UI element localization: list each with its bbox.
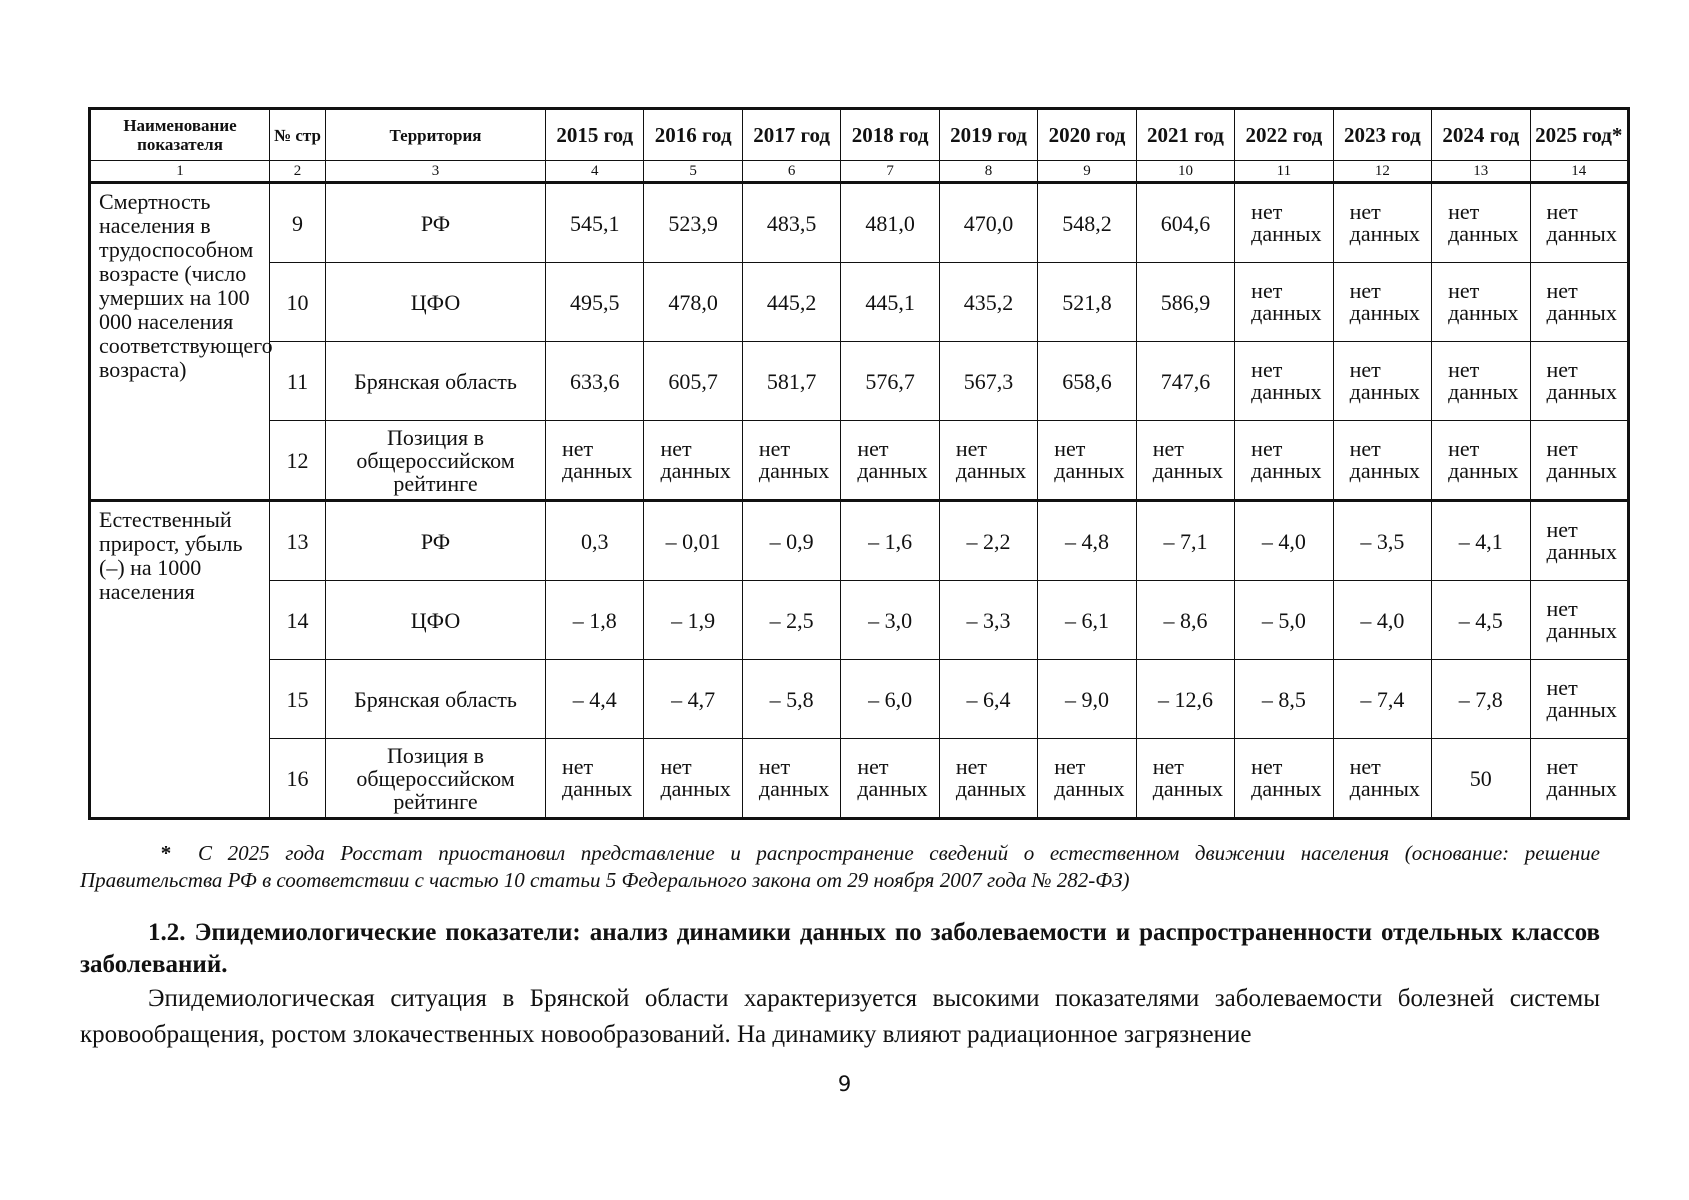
column-number: 5 — [644, 161, 742, 183]
value-cell: – 3,3 — [939, 581, 1037, 660]
value-cell: – 8,6 — [1136, 581, 1234, 660]
value-cell: – 6,0 — [841, 660, 939, 739]
value-cell: – 9,0 — [1038, 660, 1136, 739]
value-cell: 576,7 — [841, 342, 939, 421]
value-cell: – 3,5 — [1333, 501, 1431, 581]
value-cell: нет данных — [1333, 739, 1431, 819]
value-cell: нет данных — [939, 421, 1037, 501]
header-year-2017: 2017 год — [742, 109, 840, 161]
value-cell: нет данных — [1530, 183, 1628, 263]
value-cell: нет данных — [1530, 421, 1628, 501]
column-number: 7 — [841, 161, 939, 183]
value-cell: нет данных — [1432, 263, 1530, 342]
column-number: 6 — [742, 161, 840, 183]
row-number: 11 — [270, 342, 326, 421]
column-number: 14 — [1530, 161, 1628, 183]
value-cell: – 4,1 — [1432, 501, 1530, 581]
column-number: 13 — [1432, 161, 1530, 183]
value-cell: – 3,0 — [841, 581, 939, 660]
territory-name: ЦФО — [326, 581, 546, 660]
footnote-text: С 2025 года Росстат приостановил представление и распространение сведений о естественном движении населения (основание: решение Правительства РФ в соответствии с частью 10 статьи 5 Федерального закона от 29 ноября 2007 года № 282-ФЗ) — [80, 841, 1600, 892]
header-year-2016: 2016 год — [644, 109, 742, 161]
value-cell: нет данных — [1333, 183, 1431, 263]
value-cell: нет данных — [644, 739, 742, 819]
column-number: 10 — [1136, 161, 1234, 183]
header-year-2018: 2018 год — [841, 109, 939, 161]
column-number: 3 — [326, 161, 546, 183]
indicators-table — [88, 107, 1630, 820]
value-cell: 521,8 — [1038, 263, 1136, 342]
value-cell: – 4,8 — [1038, 501, 1136, 581]
header-year-2025: 2025 год* — [1530, 109, 1628, 161]
value-cell: нет данных — [1038, 421, 1136, 501]
column-number: 2 — [270, 161, 326, 183]
footnote — [80, 840, 1600, 894]
value-cell: 445,1 — [841, 263, 939, 342]
value-cell: нет данных — [1530, 263, 1628, 342]
territory-name: Позиция в общероссийском рейтинге — [326, 739, 546, 819]
value-cell: – 2,2 — [939, 501, 1037, 581]
value-cell: 567,3 — [939, 342, 1037, 421]
value-cell: – 1,9 — [644, 581, 742, 660]
table-row — [90, 581, 1629, 660]
value-cell: – 7,4 — [1333, 660, 1431, 739]
column-number: 12 — [1333, 161, 1431, 183]
row-number: 16 — [270, 739, 326, 819]
value-cell: – 6,1 — [1038, 581, 1136, 660]
header-indicator: Наименование показателя — [90, 109, 270, 161]
column-number: 1 — [90, 161, 270, 183]
value-cell: нет данных — [1235, 739, 1333, 819]
table-row — [90, 263, 1629, 342]
row-number: 14 — [270, 581, 326, 660]
table-row — [90, 421, 1629, 501]
value-cell: 481,0 — [841, 183, 939, 263]
row-number: 13 — [270, 501, 326, 581]
value-cell: – 12,6 — [1136, 660, 1234, 739]
value-cell: 523,9 — [644, 183, 742, 263]
header-year-2021: 2021 год — [1136, 109, 1234, 161]
table-row — [90, 501, 1629, 581]
value-cell: нет данных — [1530, 342, 1628, 421]
value-cell: – 4,4 — [546, 660, 644, 739]
value-cell: нет данных — [1235, 421, 1333, 501]
value-cell: 445,2 — [742, 263, 840, 342]
header-row-number: № стр — [270, 109, 326, 161]
value-cell: – 1,8 — [546, 581, 644, 660]
header-year-2020: 2020 год — [1038, 109, 1136, 161]
value-cell: нет данных — [546, 739, 644, 819]
value-cell: нет данных — [1136, 739, 1234, 819]
table-row — [90, 342, 1629, 421]
value-cell: нет данных — [1235, 183, 1333, 263]
value-cell: 658,6 — [1038, 342, 1136, 421]
value-cell: – 4,0 — [1235, 501, 1333, 581]
value-cell: 470,0 — [939, 183, 1037, 263]
value-cell: нет данных — [1333, 342, 1431, 421]
value-cell: – 0,01 — [644, 501, 742, 581]
value-cell: 435,2 — [939, 263, 1037, 342]
row-number: 10 — [270, 263, 326, 342]
value-cell: нет данных — [1432, 421, 1530, 501]
value-cell: – 1,6 — [841, 501, 939, 581]
territory-name: ЦФО — [326, 263, 546, 342]
column-number: 11 — [1235, 161, 1333, 183]
header-year-2023: 2023 год — [1333, 109, 1431, 161]
value-cell: нет данных — [1432, 342, 1530, 421]
value-cell: – 5,0 — [1235, 581, 1333, 660]
value-cell: нет данных — [1333, 263, 1431, 342]
header-year-2024: 2024 год — [1432, 109, 1530, 161]
value-cell: нет данных — [644, 421, 742, 501]
value-cell: 50 — [1432, 739, 1530, 819]
value-cell: – 8,5 — [1235, 660, 1333, 739]
value-cell: нет данных — [1432, 183, 1530, 263]
table-row — [90, 739, 1629, 819]
section-heading: 1.2. Эпидемиологические показатели: анализ динамики данных по заболеваемости и распространенности отдельных классов заболеваний. — [80, 919, 1600, 978]
value-cell: нет данных — [1038, 739, 1136, 819]
value-cell: 545,1 — [546, 183, 644, 263]
table-row — [90, 183, 1629, 263]
value-cell: 581,7 — [742, 342, 840, 421]
value-cell: 747,6 — [1136, 342, 1234, 421]
row-number: 9 — [270, 183, 326, 263]
footnote-mark: * — [160, 841, 172, 865]
value-cell: – 5,8 — [742, 660, 840, 739]
value-cell: – 2,5 — [742, 581, 840, 660]
value-cell: нет данных — [1235, 342, 1333, 421]
value-cell: нет данных — [939, 739, 1037, 819]
territory-name: РФ — [326, 501, 546, 581]
value-cell: 633,6 — [546, 342, 644, 421]
page-number: 9 — [837, 1072, 852, 1096]
value-cell: – 6,4 — [939, 660, 1037, 739]
value-cell: – 4,7 — [644, 660, 742, 739]
value-cell: 478,0 — [644, 263, 742, 342]
indicator-name: Естественный прирост, убыль (–) на 1000 населения — [90, 501, 270, 819]
territory-name: Брянская область — [326, 660, 546, 739]
body-paragraph: Эпидемиологическая ситуация в Брянской области характеризуется высокими показателями заболеваемости болезней системы кровообращения, ростом злокачественных новообразований. На динамику влияют радиационное загрязнение — [80, 985, 1600, 1048]
value-cell: нет данных — [742, 739, 840, 819]
territory-name: Позиция в общероссийском рейтинге — [326, 421, 546, 501]
table-body — [90, 183, 1629, 819]
value-cell: нет данных — [1136, 421, 1234, 501]
value-cell: – 7,1 — [1136, 501, 1234, 581]
header-year-2019: 2019 год — [939, 109, 1037, 161]
value-cell: 586,9 — [1136, 263, 1234, 342]
column-number: 4 — [546, 161, 644, 183]
value-cell: 495,5 — [546, 263, 644, 342]
value-cell: нет данных — [1530, 660, 1628, 739]
value-cell: нет данных — [1530, 739, 1628, 819]
row-number: 12 — [270, 421, 326, 501]
value-cell: нет данных — [1333, 421, 1431, 501]
territory-name: РФ — [326, 183, 546, 263]
value-cell: нет данных — [1235, 263, 1333, 342]
header-territory: Территория — [326, 109, 546, 161]
value-cell: – 4,0 — [1333, 581, 1431, 660]
column-number: 8 — [939, 161, 1037, 183]
value-cell: – 0,9 — [742, 501, 840, 581]
value-cell: 0,3 — [546, 501, 644, 581]
value-cell: – 7,8 — [1432, 660, 1530, 739]
value-cell: нет данных — [1530, 581, 1628, 660]
value-cell: 605,7 — [644, 342, 742, 421]
value-cell: нет данных — [546, 421, 644, 501]
value-cell: нет данных — [1530, 501, 1628, 581]
row-number: 15 — [270, 660, 326, 739]
header-year-2015: 2015 год — [546, 109, 644, 161]
value-cell: 483,5 — [742, 183, 840, 263]
territory-name: Брянская область — [326, 342, 546, 421]
column-number: 9 — [1038, 161, 1136, 183]
header-year-2022: 2022 год — [1235, 109, 1333, 161]
table-row — [90, 660, 1629, 739]
value-cell: нет данных — [742, 421, 840, 501]
indicator-name: Смертность населения в трудоспособном возрасте (число умерших на 100 000 населения соответствующего возраста) — [90, 183, 270, 501]
value-cell: 604,6 — [1136, 183, 1234, 263]
value-cell: нет данных — [841, 739, 939, 819]
value-cell: нет данных — [841, 421, 939, 501]
value-cell: – 4,5 — [1432, 581, 1530, 660]
value-cell: 548,2 — [1038, 183, 1136, 263]
